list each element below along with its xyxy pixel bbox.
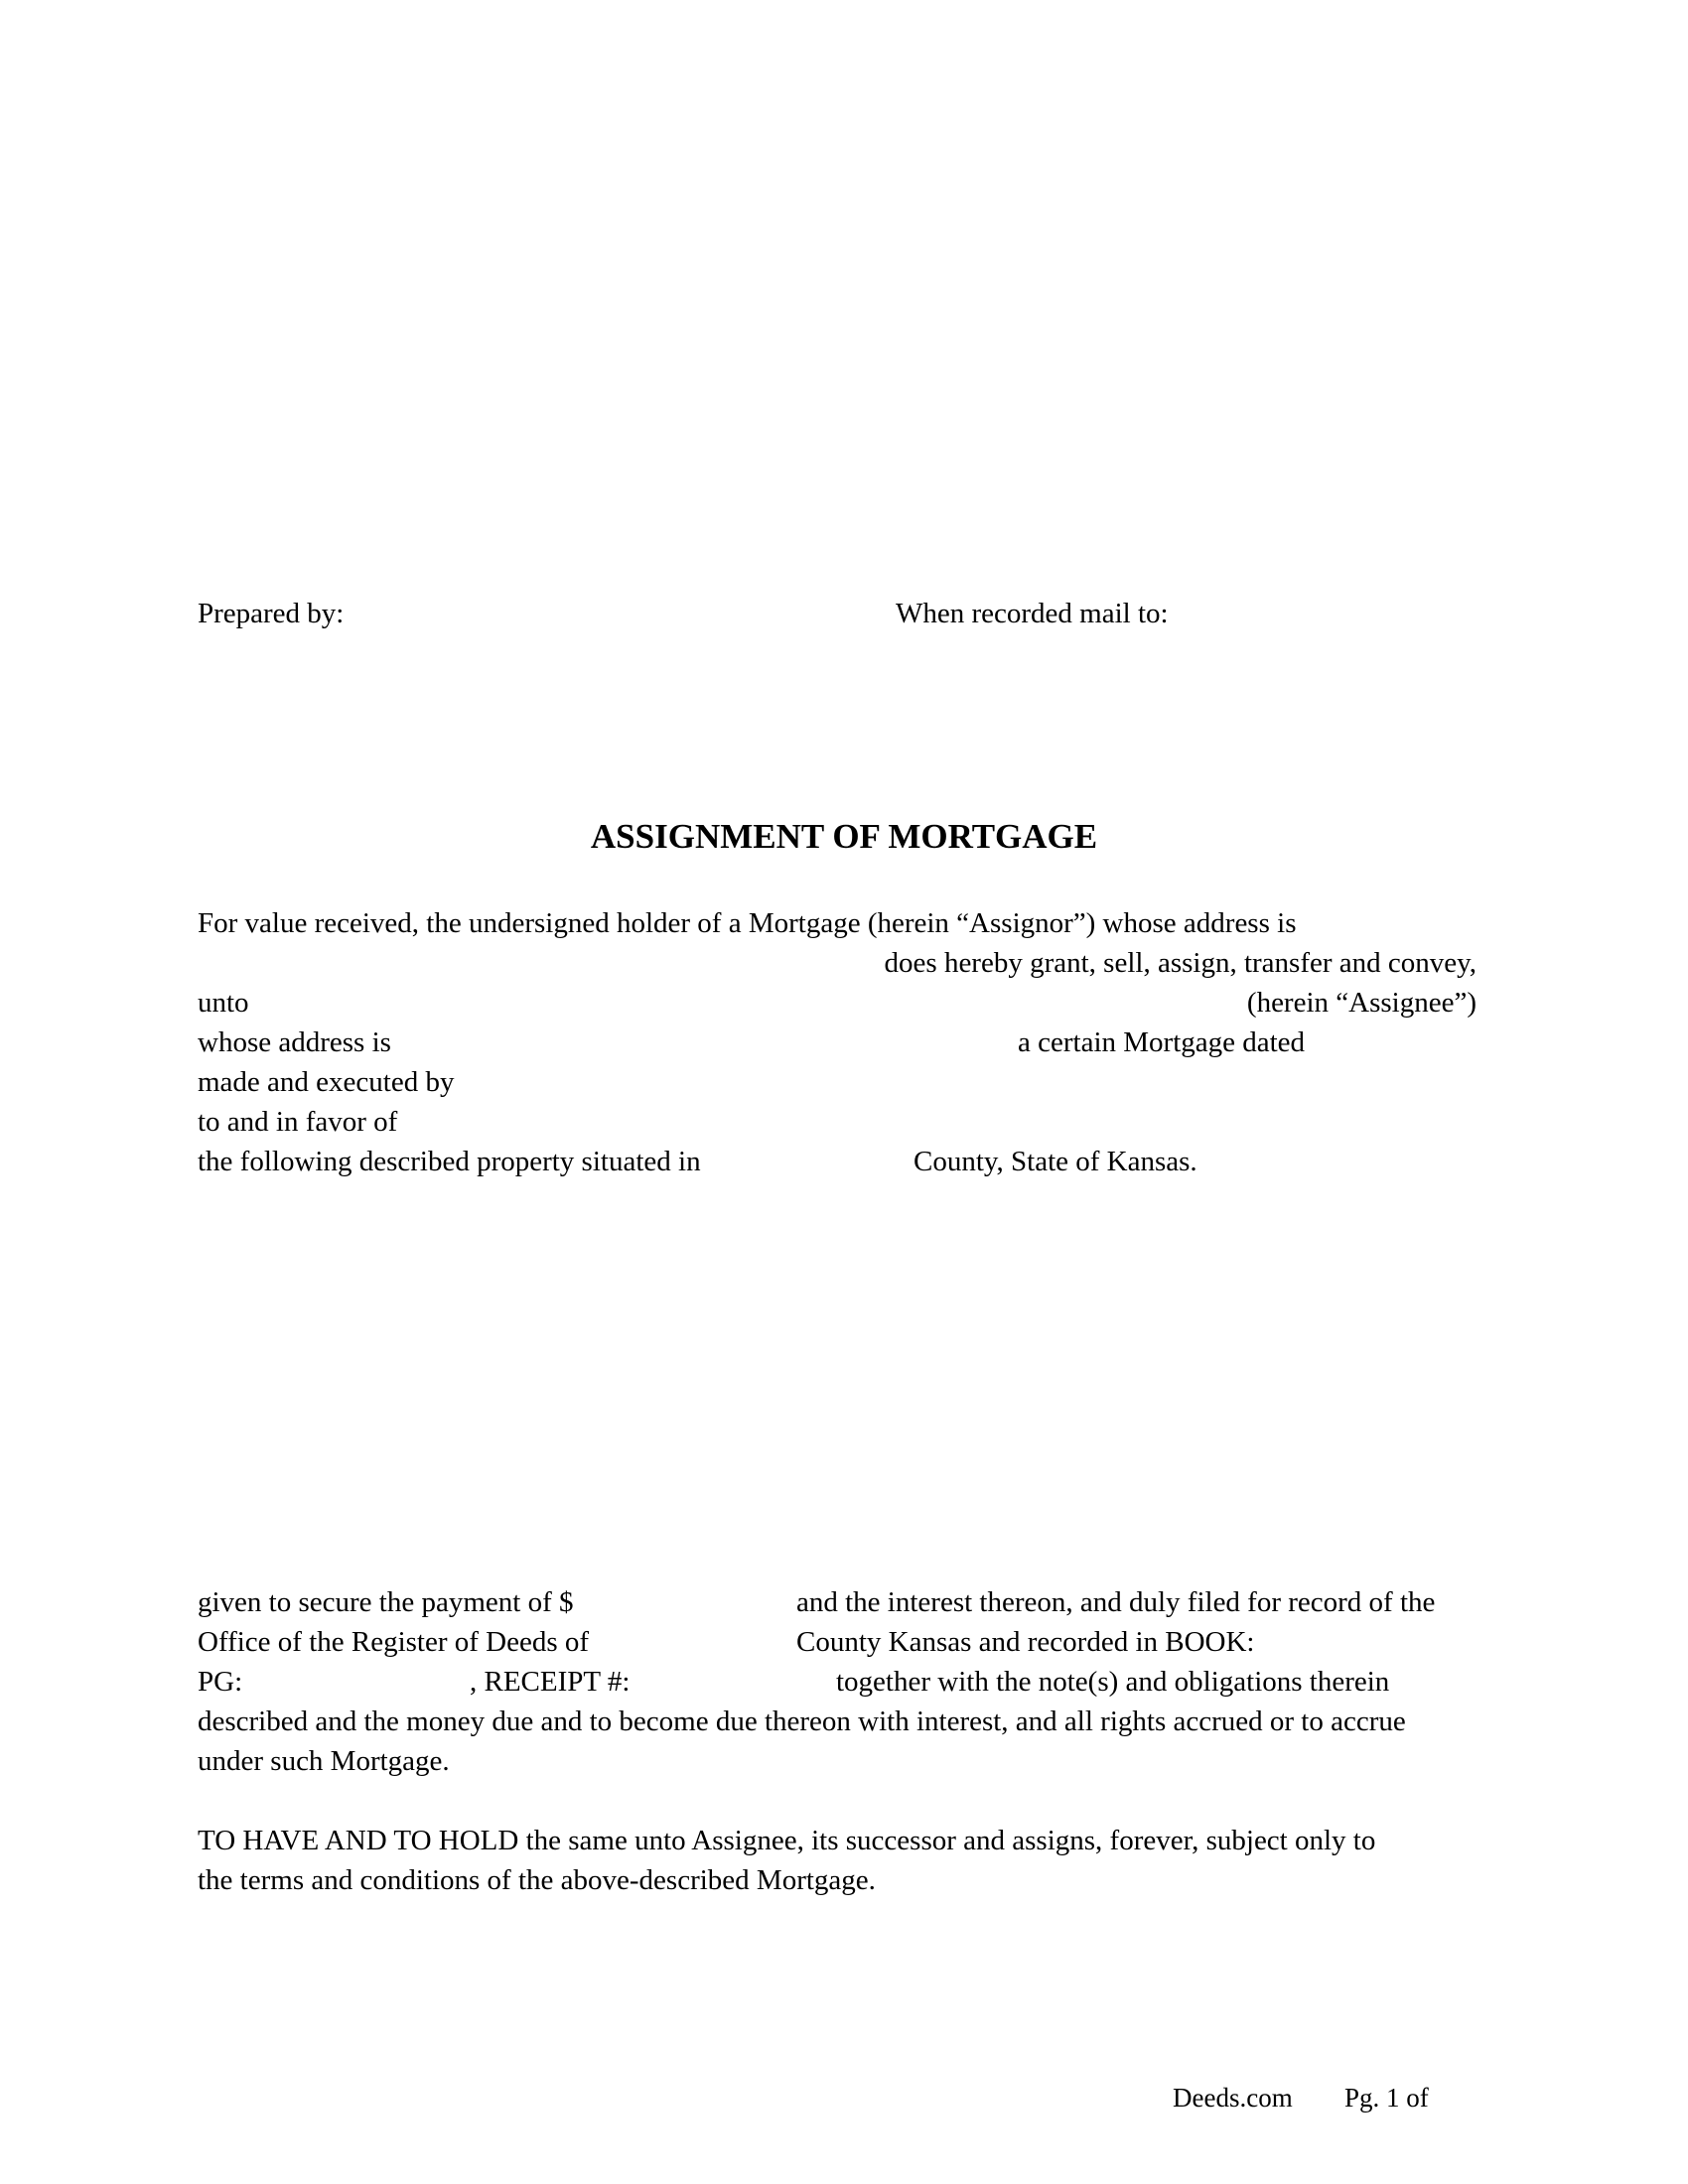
body2-line-2-right: County Kansas and recorded in BOOK: (796, 1626, 1255, 1658)
body2-line-3-left: PG: (198, 1666, 243, 1698)
body-line-1: For value received, the undersigned holder of a Mortgage (herein “Assignor”) whose address is (198, 907, 1297, 939)
body2-line-3-mid: , RECEIPT #: (470, 1666, 631, 1698)
body-line-6: to and in favor of (198, 1106, 398, 1138)
habendum-line-1: TO HAVE AND TO HOLD the same unto Assignee, its successor and assigns, forever, subject only to (198, 1825, 1376, 1856)
mail-to-label: When recorded mail to: (896, 598, 1169, 629)
body2-line-3-right: together with the note(s) and obligations therein (836, 1666, 1390, 1698)
body-line-7-right: County, State of Kansas. (914, 1146, 1197, 1177)
document-title: ASSIGNMENT OF MORTGAGE (590, 817, 1098, 856)
body-line-2: does hereby grant, sell, assign, transfer and convey, (884, 947, 1477, 979)
body-line-7-left: the following described property situated in (198, 1146, 701, 1177)
body2-line-4: described and the money due and to become due thereon with interest, and all rights accrued or to accrue (198, 1706, 1406, 1737)
body2-line-1-right: and the interest thereon, and duly filed for record of the (796, 1586, 1436, 1618)
footer-page-number: Pg. 1 of (1344, 2083, 1429, 2113)
body2-line-1-left: given to secure the payment of $ (198, 1586, 574, 1618)
habendum-line-2: the terms and conditions of the above-described Mortgage. (198, 1864, 876, 1896)
body-line-5: made and executed by (198, 1066, 455, 1098)
body2-line-2-left: Office of the Register of Deeds of (198, 1626, 590, 1658)
prepared-by-label: Prepared by: (198, 598, 345, 629)
body2-line-5: under such Mortgage. (198, 1745, 450, 1777)
footer-brand: Deeds.com (1173, 2083, 1293, 2113)
body-line-3-right: (herein “Assignee”) (1246, 987, 1477, 1019)
body-line-3-left: unto (198, 987, 249, 1019)
body-line-4-left: whose address is (198, 1026, 391, 1058)
body-line-4-right: a certain Mortgage dated (1018, 1026, 1306, 1058)
